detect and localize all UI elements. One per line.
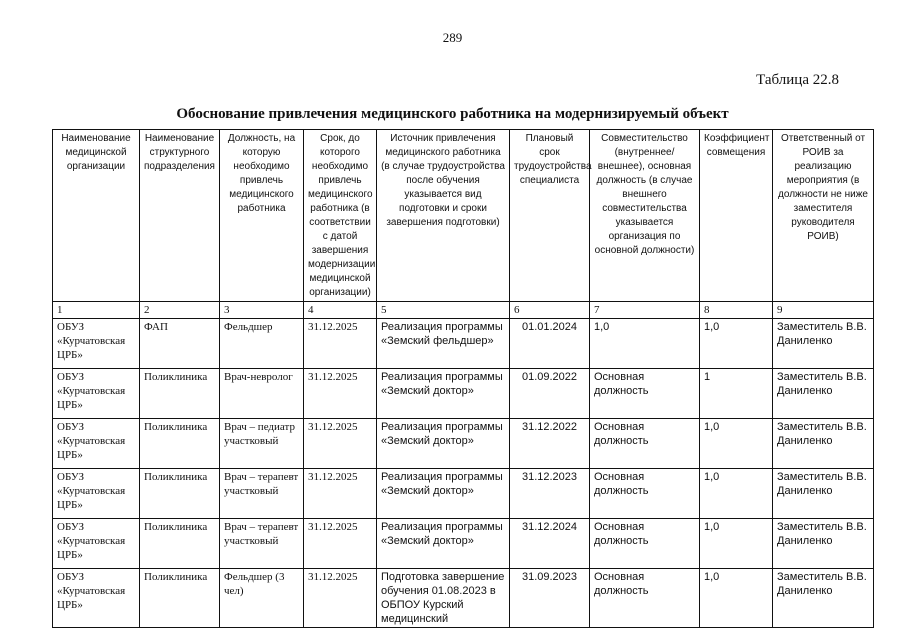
- combination-cell: Основная должность: [590, 469, 700, 519]
- unit-cell: Поликлиника: [140, 369, 220, 419]
- header-cell: Должность, на которую необходимо привлечь медицинского работника: [220, 130, 304, 302]
- source-cell: Реализация программы «Земский доктор»: [377, 369, 510, 419]
- planned-date-cell: 31.12.2023: [510, 469, 590, 519]
- position-cell: Фельдшер: [220, 319, 304, 369]
- planned-date-cell: 01.09.2022: [510, 369, 590, 419]
- combination-cell: Основная должность: [590, 369, 700, 419]
- page-number: 289: [442, 30, 463, 45]
- header-cell: Совместительство (внутреннее/внешнее), основная должность (в случае внешнего совместительства указывается организация по основной должности): [590, 130, 700, 302]
- unit-cell: Поликлиника: [140, 419, 220, 469]
- table-row: [53, 519, 874, 569]
- position-cell: Фельдшер (3 чел): [220, 569, 304, 628]
- org-cell: ОБУЗ «Курчатовская ЦРБ»: [53, 369, 140, 419]
- header-cell: Ответственный от РОИВ за реализацию мероприятия (в должности не ниже заместителя руководителя РОИВ): [773, 130, 874, 302]
- header-cell: Источник привлечения медицинского работника (в случае трудоустройства после обучения указывается вид подготовки и сроки завершения подготовки): [377, 130, 510, 302]
- position-cell: Врач – терапевт участковый: [220, 469, 304, 519]
- combination-cell: Основная должность: [590, 569, 700, 628]
- coefficient-cell: 1,0: [700, 469, 773, 519]
- column-number: 2: [140, 302, 220, 319]
- column-number: 4: [304, 302, 377, 319]
- org-cell: ОБУЗ «Курчатовская ЦРБ»: [53, 419, 140, 469]
- unit-cell: Поликлиника: [140, 469, 220, 519]
- document-title: Обоснование привлечения медицинского работника на модернизируемый объект: [176, 106, 729, 122]
- header-cell: Плановый срок трудоустройства специалиста: [510, 130, 590, 302]
- source-cell: Подготовка завершение обучения 01.08.2023 в ОБПОУ Курский медицинский: [377, 569, 510, 628]
- planned-date-cell: 31.09.2023: [510, 569, 590, 628]
- deadline-cell: 31.12.2025: [304, 469, 377, 519]
- header-row: [53, 130, 874, 302]
- position-cell: Врач-невролог: [220, 369, 304, 419]
- combination-cell: Основная должность: [590, 519, 700, 569]
- header-cell: Наименование структурного подразделения: [140, 130, 220, 302]
- table-row: [53, 419, 874, 469]
- header-cell: Коэффициент совмещения: [700, 130, 773, 302]
- planned-date-cell: 01.01.2024: [510, 319, 590, 369]
- planned-date-cell: 31.12.2022: [510, 419, 590, 469]
- responsible-cell: Заместитель В.В. Даниленко: [773, 569, 874, 628]
- position-cell: Врач – терапевт участковый: [220, 519, 304, 569]
- unit-cell: Поликлиника: [140, 519, 220, 569]
- org-cell: ОБУЗ «Курчатовская ЦРБ»: [53, 469, 140, 519]
- column-number: 1: [53, 302, 140, 319]
- responsible-cell: Заместитель В.В. Даниленко: [773, 369, 874, 419]
- table-row: [53, 569, 874, 628]
- column-number-row: [53, 302, 874, 319]
- column-number: 9: [773, 302, 874, 319]
- table-label: Таблица 22.8: [756, 72, 839, 88]
- unit-cell: ФАП: [140, 319, 220, 369]
- combination-cell: Основная должность: [590, 419, 700, 469]
- org-cell: ОБУЗ «Курчатовская ЦРБ»: [53, 519, 140, 569]
- source-cell: Реализация программы «Земский доктор»: [377, 419, 510, 469]
- table-row: [53, 469, 874, 519]
- deadline-cell: 31.12.2025: [304, 419, 377, 469]
- planned-date-cell: 31.12.2024: [510, 519, 590, 569]
- deadline-cell: 31.12.2025: [304, 519, 377, 569]
- coefficient-cell: 1,0: [700, 569, 773, 628]
- deadline-cell: 31.12.2025: [304, 369, 377, 419]
- responsible-cell: Заместитель В.В. Даниленко: [773, 519, 874, 569]
- position-cell: Врач – педиатр участковый: [220, 419, 304, 469]
- coefficient-cell: 1,0: [700, 419, 773, 469]
- coefficient-cell: 1: [700, 369, 773, 419]
- coefficient-cell: 1,0: [700, 319, 773, 369]
- table-row: [53, 319, 874, 369]
- org-cell: ОБУЗ «Курчатовская ЦРБ»: [53, 569, 140, 628]
- column-number: 3: [220, 302, 304, 319]
- column-number: 7: [590, 302, 700, 319]
- combination-cell: 1,0: [590, 319, 700, 369]
- header-cell: Срок, до которого необходимо привлечь медицинского работника (в соответствии с датой завершения модернизации медицинской организации): [304, 130, 377, 302]
- org-cell: ОБУЗ «Курчатовская ЦРБ»: [53, 319, 140, 369]
- responsible-cell: Заместитель В.В. Даниленко: [773, 319, 874, 369]
- column-number: 6: [510, 302, 590, 319]
- responsible-cell: Заместитель В.В. Даниленко: [773, 469, 874, 519]
- responsible-cell: Заместитель В.В. Даниленко: [773, 419, 874, 469]
- coefficient-cell: 1,0: [700, 519, 773, 569]
- header-cell: Наименование медицинской организации: [53, 130, 140, 302]
- table-row: [53, 369, 874, 419]
- justification-table: [52, 129, 874, 628]
- deadline-cell: 31.12.2025: [304, 319, 377, 369]
- column-number: 8: [700, 302, 773, 319]
- deadline-cell: 31.12.2025: [304, 569, 377, 628]
- source-cell: Реализация программы «Земский доктор»: [377, 469, 510, 519]
- source-cell: Реализация программы «Земский доктор»: [377, 519, 510, 569]
- column-number: 5: [377, 302, 510, 319]
- source-cell: Реализация программы «Земский фельдшер»: [377, 319, 510, 369]
- unit-cell: Поликлиника: [140, 569, 220, 628]
